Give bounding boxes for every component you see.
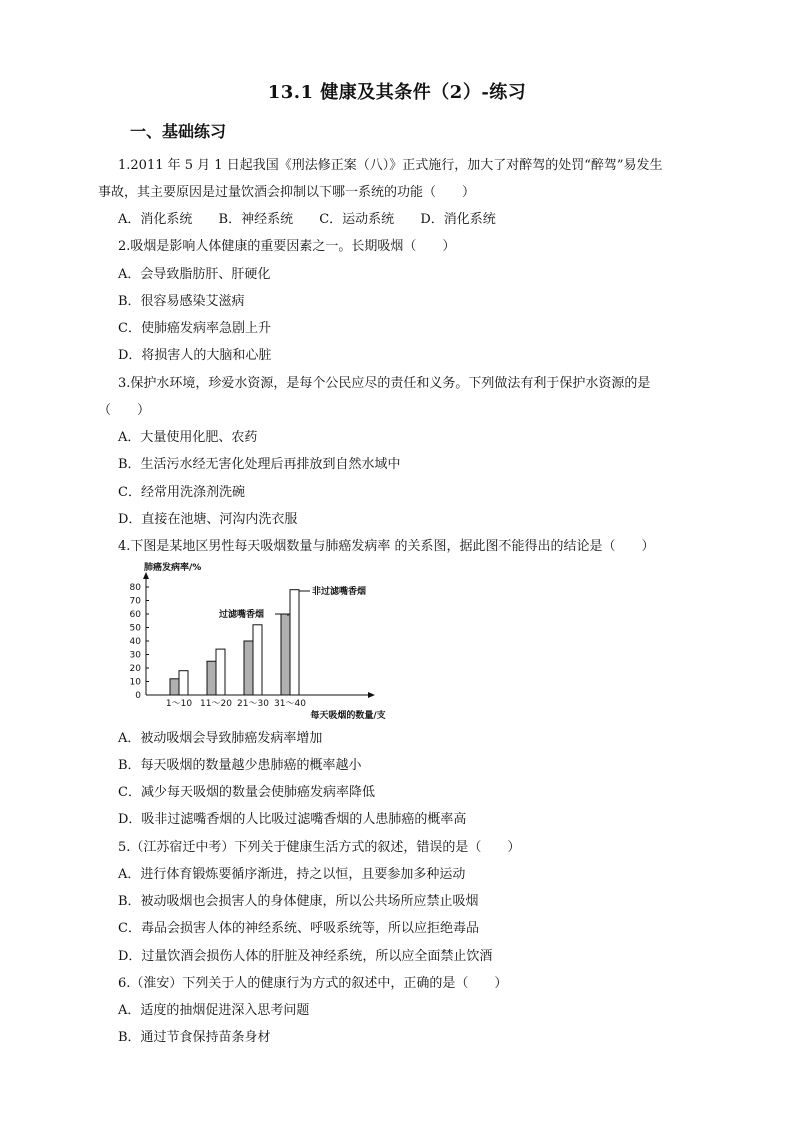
q3-option-d: D．直接在池塘、河沟内洗衣服: [118, 512, 298, 527]
x-axis-label: 每天吸烟的数量/支: [310, 711, 386, 720]
y-tick-label: 0: [135, 691, 141, 701]
page-title: 13.1 健康及其条件（2）-练习: [267, 82, 527, 103]
bar-nonfilter-3: [253, 625, 262, 695]
bar-nonfilter-1: [179, 671, 188, 695]
bar-filter-1: [170, 679, 179, 695]
x-axis-arrow: [368, 692, 375, 698]
q3-stem-line1: 3.保护水环境，珍爱水资源，是每个公民应尽的责任和义务。下列做法有利于保护水资源的是: [118, 376, 651, 391]
q2-option-a: A．会导致脂肪肝、肝硬化: [118, 267, 271, 282]
y-axis-arrow: [143, 572, 149, 579]
x-tick-label: 1～10: [165, 699, 193, 709]
bar-filter-2: [207, 661, 216, 695]
series-label-filter: 过滤嘴香烟: [219, 610, 265, 620]
bar-nonfilter-4: [290, 590, 299, 695]
q3-option-a: A．大量使用化肥、农药: [118, 430, 258, 445]
lung-cancer-chart: [116, 560, 396, 720]
x-tick-label: 31～40: [274, 699, 306, 709]
q5-option-b: B．被动吸烟也会损害人的身体健康，所以公共场所应禁止吸烟: [118, 894, 479, 909]
y-axis-label: 肺癌发病率/%: [144, 563, 202, 573]
y-tick-label: 40: [129, 637, 141, 647]
q1-stem-line1: 1.2011 年 5 月 1 日起我国《刑法修正案（八）》正式施行，加大了对醉驾的处罚“醉驾”易发生: [118, 158, 663, 173]
y-tick-label: 70: [129, 596, 141, 607]
bar-filter-3: [244, 641, 253, 695]
q1-option-b: B．神经系统: [218, 212, 294, 227]
q3-option-c: C．经常用洗涤剂洗碗: [118, 485, 245, 500]
section-heading: 一、基础练习: [130, 122, 227, 141]
series-label-nonfilter: 非过滤嘴香烟: [312, 587, 367, 597]
q3-option-b: B．生活污水经无害化处理后再排放到自然水域中: [118, 457, 401, 472]
q4-option-d: D．吸非过滤嘴香烟的人比吸过滤嘴香烟的人患肺癌的概率高: [118, 812, 467, 827]
q4-stem: 4.下图是某地区男性每天吸烟数量与肺癌发病率 的关系图，据此图不能得出的结论是（ ）: [118, 539, 655, 554]
q2-option-d: D．将损害人的大脑和心脏: [118, 348, 272, 363]
q1-stem-line2: 事故，其主要原因是过量饮酒会抑制以下哪一系统的功能（ ）: [98, 185, 476, 200]
bar-filter-4: [281, 614, 290, 695]
q5-option-c: C．毒品会损害人体的神经系统、呼吸系统等，所以应拒绝毒品: [118, 921, 479, 936]
x-tick-label: 21～30: [237, 699, 269, 709]
q6-stem: 6.（淮安）下列关于人的健康行为方式的叙述中，正确的是（ ）: [118, 976, 508, 991]
q5-stem: 5.（江苏宿迁中考）下列关于健康生活方式的叙述，错误的是（ ）: [118, 840, 521, 855]
q1-option-d: D．消化系统: [420, 212, 496, 227]
x-tick-label: 11～20: [200, 699, 232, 709]
y-tick-label: 10: [129, 677, 141, 688]
q1-options: [118, 208, 518, 227]
q4-option-a: A．被动吸烟会导致肺癌发病率增加: [118, 731, 323, 746]
y-tick-label: 30: [129, 650, 141, 661]
q6-option-b: B．通过节食保持苗条身材: [118, 1030, 271, 1045]
q3-stem-line2: （ ）: [98, 403, 151, 418]
q1-option-c: C．运动系统: [319, 212, 395, 227]
q6-option-a: A．适度的抽烟促进深入思考问题: [118, 1003, 310, 1018]
y-tick-label: 60: [129, 610, 141, 620]
q4-option-b: B．每天吸烟的数量越少患肺癌的概率越小: [118, 758, 362, 773]
bar-nonfilter-2: [216, 649, 225, 695]
q1-option-a: A．消化系统: [118, 212, 193, 227]
q5-option-d: D．过量饮酒会损伤人体的肝脏及神经系统，所以应全面禁止饮酒: [118, 949, 493, 964]
y-tick-label: 20: [129, 664, 141, 674]
q2-stem: 2.吸烟是影响人体健康的重要因素之一。长期吸烟（ ）: [118, 239, 456, 254]
q2-option-c: C．使肺癌发病率急剧上升: [118, 321, 271, 336]
chart-svg: [116, 560, 396, 720]
y-tick-label: 80: [129, 583, 141, 593]
q2-option-b: B．很容易感染艾滋病: [118, 294, 245, 309]
y-tick-label: 50: [129, 623, 141, 634]
q4-option-c: C．减少每天吸烟的数量会使肺癌发病率降低: [118, 785, 375, 800]
q5-option-a: A．进行体育锻炼要循序渐进，持之以恒，且要参加多种运动: [118, 867, 466, 882]
